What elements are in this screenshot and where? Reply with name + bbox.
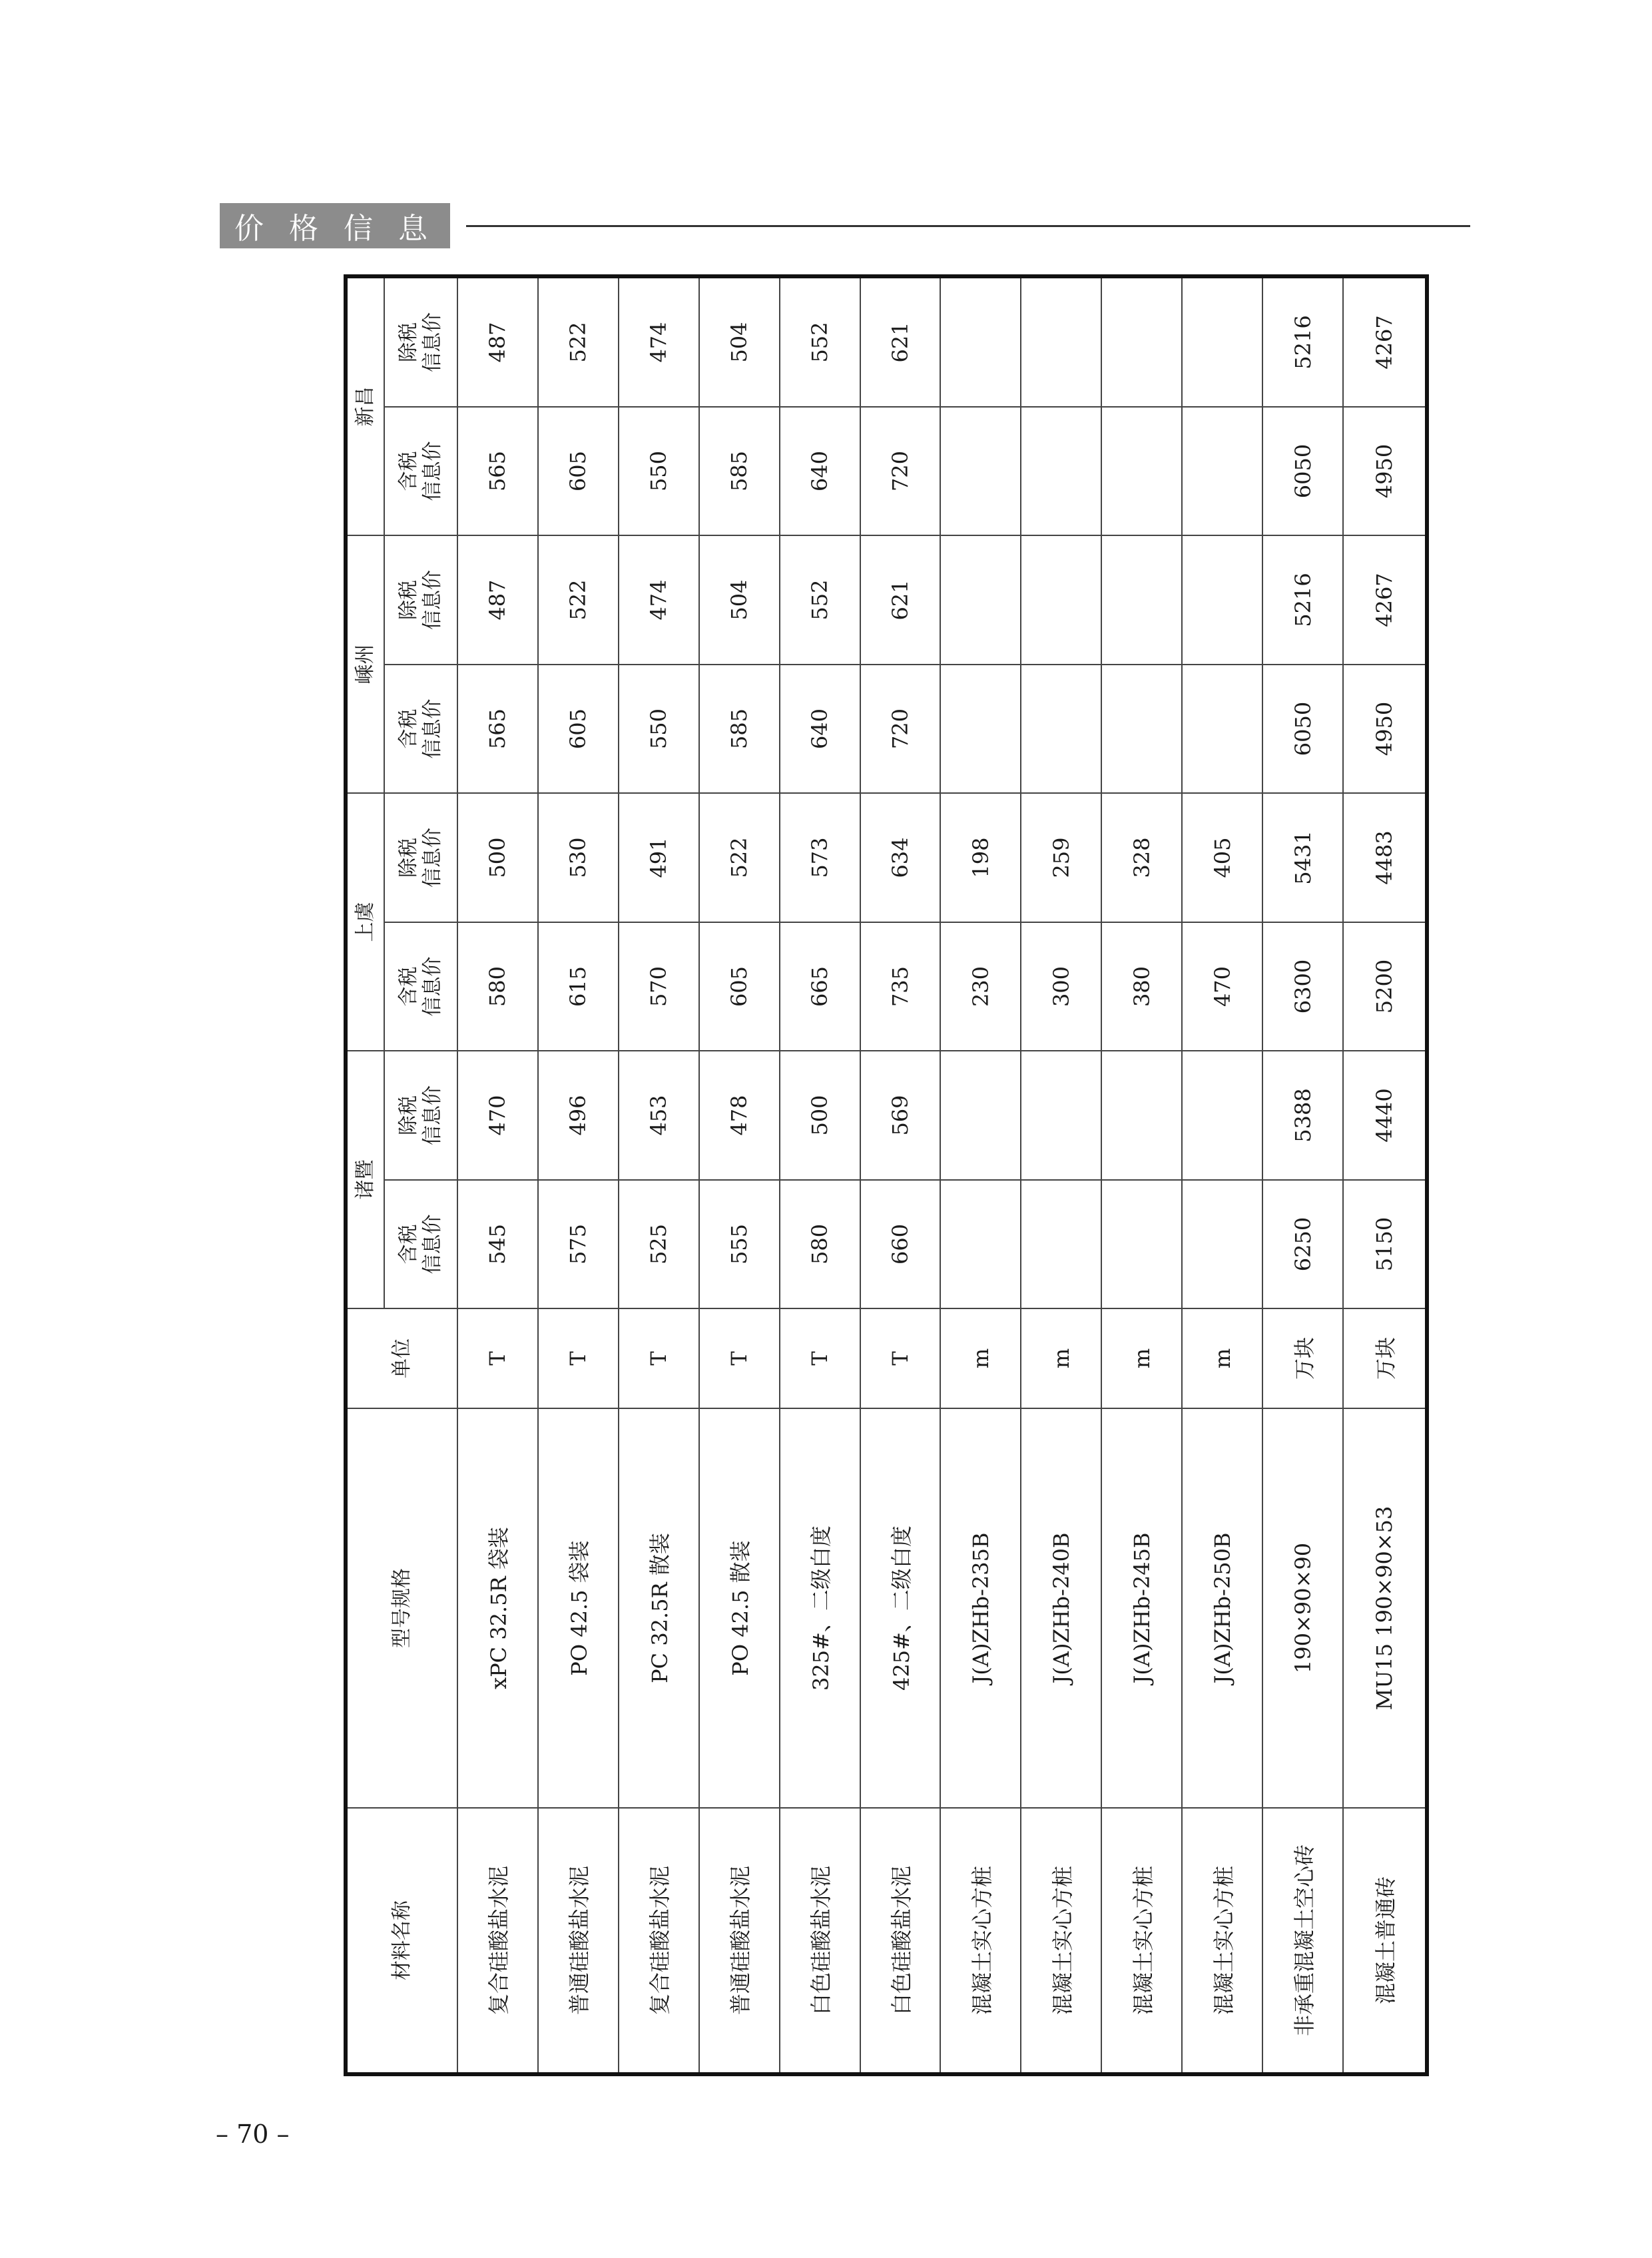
price-shengzhou-tax-excl: 474 bbox=[619, 535, 699, 665]
unit: T bbox=[860, 1308, 941, 1408]
header-tax-excl-line1: 除税 bbox=[397, 580, 420, 620]
price-table bbox=[344, 274, 1429, 2076]
material-name: 复合硅酸盐水泥 bbox=[619, 1808, 699, 2074]
price-shangyu-tax-excl: 405 bbox=[1182, 793, 1262, 922]
header-tax-excl bbox=[384, 793, 457, 922]
header-tax-incl bbox=[384, 665, 457, 793]
price-shengzhou-tax-excl bbox=[1021, 535, 1101, 665]
price-shengzhou-tax-incl: 565 bbox=[457, 665, 538, 793]
unit: 万块 bbox=[1343, 1308, 1427, 1408]
header-tax-incl-line1: 含税 bbox=[397, 966, 420, 1007]
unit: T bbox=[619, 1308, 699, 1408]
unit: m bbox=[1182, 1308, 1262, 1408]
price-zhuji-tax-excl: 569 bbox=[860, 1051, 941, 1180]
material-name: 混凝土实心方桩 bbox=[1101, 1808, 1182, 2074]
table-row bbox=[860, 276, 941, 2074]
price-shengzhou-tax-incl: 640 bbox=[780, 665, 860, 793]
price-shengzhou-tax-incl bbox=[1021, 665, 1101, 793]
price-shengzhou-tax-excl: 4267 bbox=[1343, 535, 1427, 665]
price-shangyu-tax-incl: 605 bbox=[699, 922, 780, 1051]
header-tax-excl bbox=[384, 1051, 457, 1180]
price-shengzhou-tax-excl: 621 bbox=[860, 535, 941, 665]
price-xinchang-tax-excl: 522 bbox=[538, 276, 619, 407]
price-shangyu-tax-incl: 300 bbox=[1021, 922, 1101, 1051]
spec: J(A)ZHb-250B bbox=[1182, 1408, 1262, 1808]
material-name: 普通硅酸盐水泥 bbox=[699, 1808, 780, 2074]
price-xinchang-tax-incl: 6050 bbox=[1262, 407, 1343, 535]
price-zhuji-tax-incl: 6250 bbox=[1262, 1180, 1343, 1308]
header-tax-excl-line2: 信息价 bbox=[421, 828, 444, 888]
price-zhuji-tax-excl: 478 bbox=[699, 1051, 780, 1180]
price-xinchang-tax-excl: 621 bbox=[860, 276, 941, 407]
unit: T bbox=[699, 1308, 780, 1408]
spec: MU15 190×90×53 bbox=[1343, 1408, 1427, 1808]
header-tax-excl-line1: 除税 bbox=[397, 1095, 420, 1135]
spec: xPC 32.5R 袋装 bbox=[457, 1408, 538, 1808]
material-name: 混凝土实心方桩 bbox=[940, 1808, 1021, 2074]
price-shengzhou-tax-incl: 4950 bbox=[1343, 665, 1427, 793]
price-shangyu-tax-incl: 5200 bbox=[1343, 922, 1427, 1051]
price-zhuji-tax-incl: 580 bbox=[780, 1180, 860, 1308]
unit: 万块 bbox=[1262, 1308, 1343, 1408]
header-tax-excl-line1: 除税 bbox=[397, 322, 420, 362]
table-row bbox=[1343, 276, 1427, 2074]
price-zhuji-tax-incl: 575 bbox=[538, 1180, 619, 1308]
material-name: 混凝土实心方桩 bbox=[1182, 1808, 1262, 2074]
spec: PO 42.5 散装 bbox=[699, 1408, 780, 1808]
header-material-name: 材料名称 bbox=[346, 1808, 457, 2074]
table-row bbox=[619, 276, 699, 2074]
price-zhuji-tax-excl: 5388 bbox=[1262, 1051, 1343, 1180]
price-zhuji-tax-incl: 545 bbox=[457, 1180, 538, 1308]
unit: T bbox=[780, 1308, 860, 1408]
price-shengzhou-tax-incl: 720 bbox=[860, 665, 941, 793]
price-shengzhou-tax-incl: 585 bbox=[699, 665, 780, 793]
material-name: 混凝土实心方桩 bbox=[1021, 1808, 1101, 2074]
price-shengzhou-tax-excl: 504 bbox=[699, 535, 780, 665]
price-zhuji-tax-excl: 453 bbox=[619, 1051, 699, 1180]
unit: m bbox=[940, 1308, 1021, 1408]
header-tax-incl-line2: 信息价 bbox=[421, 956, 444, 1017]
price-shangyu-tax-excl: 500 bbox=[457, 793, 538, 922]
header-tax-incl-line2: 信息价 bbox=[421, 1214, 444, 1274]
table-row bbox=[699, 276, 780, 2074]
header-unit: 单位 bbox=[346, 1308, 457, 1408]
price-zhuji-tax-excl bbox=[1182, 1051, 1262, 1180]
price-xinchang-tax-excl bbox=[1021, 276, 1101, 407]
header-region-shangyu: 上虞 bbox=[346, 793, 384, 1051]
price-zhuji-tax-excl: 470 bbox=[457, 1051, 538, 1180]
price-shengzhou-tax-excl: 522 bbox=[538, 535, 619, 665]
price-xinchang-tax-incl: 565 bbox=[457, 407, 538, 535]
unit: T bbox=[538, 1308, 619, 1408]
price-zhuji-tax-excl: 500 bbox=[780, 1051, 860, 1180]
price-shengzhou-tax-excl: 5216 bbox=[1262, 535, 1343, 665]
price-xinchang-tax-incl: 720 bbox=[860, 407, 941, 535]
table-row bbox=[940, 276, 1021, 2074]
price-zhuji-tax-excl: 4440 bbox=[1343, 1051, 1427, 1180]
table-row bbox=[538, 276, 619, 2074]
header-tax-excl bbox=[384, 276, 457, 407]
price-shengzhou-tax-incl: 550 bbox=[619, 665, 699, 793]
price-shangyu-tax-excl: 530 bbox=[538, 793, 619, 922]
price-shangyu-tax-incl: 615 bbox=[538, 922, 619, 1051]
page-number: – 70 – bbox=[216, 2119, 290, 2149]
price-xinchang-tax-excl bbox=[1101, 276, 1182, 407]
table-row bbox=[1021, 276, 1101, 2074]
price-xinchang-tax-incl: 4950 bbox=[1343, 407, 1427, 535]
price-shangyu-tax-excl: 634 bbox=[860, 793, 941, 922]
price-zhuji-tax-excl bbox=[1021, 1051, 1101, 1180]
header-tax-excl-line2: 信息价 bbox=[421, 1085, 444, 1145]
price-shengzhou-tax-excl: 487 bbox=[457, 535, 538, 665]
table-row bbox=[1262, 276, 1343, 2074]
price-shangyu-tax-incl: 665 bbox=[780, 922, 860, 1051]
header-tax-incl-line2: 信息价 bbox=[421, 441, 444, 501]
price-zhuji-tax-incl bbox=[1101, 1180, 1182, 1308]
price-shengzhou-tax-incl bbox=[1182, 665, 1262, 793]
price-zhuji-tax-incl: 555 bbox=[699, 1180, 780, 1308]
header-tax-excl-line2: 信息价 bbox=[421, 312, 444, 372]
header-tax-incl-line2: 信息价 bbox=[421, 699, 444, 759]
unit: T bbox=[457, 1308, 538, 1408]
header-spec: 型号规格 bbox=[346, 1408, 457, 1808]
price-xinchang-tax-incl bbox=[940, 407, 1021, 535]
spec: J(A)ZHb-235B bbox=[940, 1408, 1021, 1808]
price-shengzhou-tax-excl: 552 bbox=[780, 535, 860, 665]
price-xinchang-tax-incl bbox=[1021, 407, 1101, 535]
price-shengzhou-tax-incl bbox=[940, 665, 1021, 793]
price-zhuji-tax-incl: 5150 bbox=[1343, 1180, 1427, 1308]
price-shengzhou-tax-incl: 605 bbox=[538, 665, 619, 793]
price-xinchang-tax-excl bbox=[1182, 276, 1262, 407]
table-row bbox=[780, 276, 860, 2074]
header-tax-incl-line1: 含税 bbox=[397, 708, 420, 749]
price-shangyu-tax-excl: 5431 bbox=[1262, 793, 1343, 922]
price-shangyu-tax-excl: 573 bbox=[780, 793, 860, 922]
header-tax-excl-line2: 信息价 bbox=[421, 570, 444, 630]
header-tax-incl bbox=[384, 1180, 457, 1308]
header-tax-incl bbox=[384, 922, 457, 1051]
material-name: 混凝土普通砖 bbox=[1343, 1808, 1427, 2074]
price-shangyu-tax-excl: 491 bbox=[619, 793, 699, 922]
price-shangyu-tax-incl: 6300 bbox=[1262, 922, 1343, 1051]
price-shengzhou-tax-excl bbox=[1101, 535, 1182, 665]
material-name: 普通硅酸盐水泥 bbox=[538, 1808, 619, 2074]
price-shangyu-tax-excl: 328 bbox=[1101, 793, 1182, 922]
price-zhuji-tax-excl: 496 bbox=[538, 1051, 619, 1180]
price-shangyu-tax-excl: 522 bbox=[699, 793, 780, 922]
price-shangyu-tax-incl: 230 bbox=[940, 922, 1021, 1051]
price-xinchang-tax-excl: 5216 bbox=[1262, 276, 1343, 407]
price-xinchang-tax-incl bbox=[1182, 407, 1262, 535]
spec: 325#、二级白度 bbox=[780, 1408, 860, 1808]
price-xinchang-tax-incl bbox=[1101, 407, 1182, 535]
price-xinchang-tax-excl bbox=[940, 276, 1021, 407]
material-name: 复合硅酸盐水泥 bbox=[457, 1808, 538, 2074]
material-name: 非承重混凝土空心砖 bbox=[1262, 1808, 1343, 2074]
price-shangyu-tax-incl: 735 bbox=[860, 922, 941, 1051]
table-row bbox=[1182, 276, 1262, 2074]
price-table-body bbox=[457, 276, 1427, 2074]
price-shengzhou-tax-incl: 6050 bbox=[1262, 665, 1343, 793]
price-xinchang-tax-incl: 550 bbox=[619, 407, 699, 535]
price-zhuji-tax-incl bbox=[1021, 1180, 1101, 1308]
price-zhuji-tax-incl bbox=[1182, 1180, 1262, 1308]
spec: J(A)ZHb-240B bbox=[1021, 1408, 1101, 1808]
price-xinchang-tax-excl: 552 bbox=[780, 276, 860, 407]
header-tax-excl bbox=[384, 535, 457, 665]
header-tax-incl-line1: 含税 bbox=[397, 1224, 420, 1265]
header-tax-incl bbox=[384, 407, 457, 535]
price-xinchang-tax-incl: 585 bbox=[699, 407, 780, 535]
table-row bbox=[457, 276, 538, 2074]
price-table-wrapper bbox=[344, 278, 1429, 2076]
spec: PO 42.5 袋装 bbox=[538, 1408, 619, 1808]
spec: 190×90×90 bbox=[1262, 1408, 1343, 1808]
price-zhuji-tax-excl bbox=[1101, 1051, 1182, 1180]
price-xinchang-tax-excl: 4267 bbox=[1343, 276, 1427, 407]
table-row bbox=[1101, 276, 1182, 2074]
price-xinchang-tax-excl: 474 bbox=[619, 276, 699, 407]
price-shangyu-tax-incl: 580 bbox=[457, 922, 538, 1051]
price-zhuji-tax-incl bbox=[940, 1180, 1021, 1308]
price-xinchang-tax-incl: 640 bbox=[780, 407, 860, 535]
section-divider bbox=[466, 225, 1470, 227]
price-zhuji-tax-excl bbox=[940, 1051, 1021, 1180]
price-shangyu-tax-incl: 570 bbox=[619, 922, 699, 1051]
price-shengzhou-tax-incl bbox=[1101, 665, 1182, 793]
header-tax-excl-line1: 除税 bbox=[397, 838, 420, 878]
price-shangyu-tax-excl: 198 bbox=[940, 793, 1021, 922]
price-xinchang-tax-incl: 605 bbox=[538, 407, 619, 535]
price-xinchang-tax-excl: 504 bbox=[699, 276, 780, 407]
header-region-shengzhou: 嵊州 bbox=[346, 535, 384, 793]
section-tab: 价 格 信 息 bbox=[220, 203, 450, 248]
spec: 425#、二级白度 bbox=[860, 1408, 941, 1808]
price-shengzhou-tax-excl bbox=[940, 535, 1021, 665]
unit: m bbox=[1021, 1308, 1101, 1408]
price-shengzhou-tax-excl bbox=[1182, 535, 1262, 665]
price-shangyu-tax-incl: 380 bbox=[1101, 922, 1182, 1051]
price-shangyu-tax-excl: 4483 bbox=[1343, 793, 1427, 922]
header-tax-incl-line1: 含税 bbox=[397, 451, 420, 491]
header-region-xinchang: 新昌 bbox=[346, 276, 384, 535]
price-shangyu-tax-incl: 470 bbox=[1182, 922, 1262, 1051]
price-zhuji-tax-incl: 660 bbox=[860, 1180, 941, 1308]
price-zhuji-tax-incl: 525 bbox=[619, 1180, 699, 1308]
spec: PC 32.5R 散装 bbox=[619, 1408, 699, 1808]
material-name: 白色硅酸盐水泥 bbox=[860, 1808, 941, 2074]
price-shangyu-tax-excl: 259 bbox=[1021, 793, 1101, 922]
price-xinchang-tax-excl: 487 bbox=[457, 276, 538, 407]
unit: m bbox=[1101, 1308, 1182, 1408]
header-region-zhuji: 诸暨 bbox=[346, 1051, 384, 1308]
spec: J(A)ZHb-245B bbox=[1101, 1408, 1182, 1808]
material-name: 白色硅酸盐水泥 bbox=[780, 1808, 860, 2074]
